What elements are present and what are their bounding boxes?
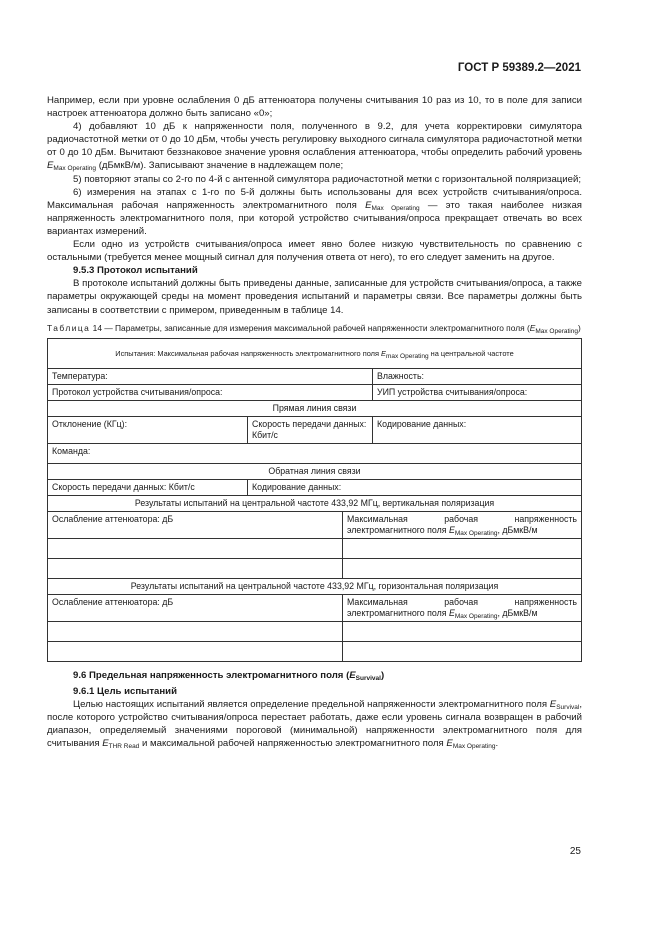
temperature-cell: Температура: [48,368,373,384]
empty-cell [343,621,582,641]
table-caption: Таблица 14 — Параметры, записанные для измерения максимальной рабочей напряженности электромагнитного поля $(E_{Max Operating})$ [47,322,581,335]
return-link-heading: Обратная линия связи [48,463,582,479]
section-heading: 9.6.1 Цель испытаний [73,685,177,697]
empty-cell [48,641,343,661]
forward-link-heading: Прямая линия связи [48,400,582,416]
return-data-coding-cell: Кодирование данных: [248,479,582,495]
section-heading: 9.5.3 Протокол испытаний [73,265,198,277]
paragraph: В протоколе испытаний должны быть приведены данные, записанные для устройств считывания/опроса, а также параметры окружающей среды на момент проведения испытаний и параметры связи. Все параметры должны быть записаны в соответствии с примером, приведенным в таблице 14. [47,278,582,316]
paragraph: 4) добавляют 10 дБ к напряженности поля, полученного в 9.2, для учета корректировки симулятора радиочастотной метки от 0 до 10 дБм, чтобы учесть регулировку выходного сигнала симулятора радиочастотной метки от 0 до 10 дБм. Вычитают беззнаковое значение уровня ослабления аттенюатора, чтобы определить рабочий уровень $E_{Max Operating}$ (дБмкВ/м). Записывают значение в надлежащем поле; [47,121,582,173]
forward-data-coding-cell: Кодирование данных: [373,416,582,443]
table-title-cell: Испытания: Максимальная рабочая напряженность электромагнитного поля $E_{max Operating}$ на центральной частоте [48,338,582,368]
parameters-table [47,338,582,662]
reader-protocol-cell: Протокол устройства считывания/опроса: [48,384,373,400]
page-number: 25 [569,846,581,857]
humidity-cell: Влажность: [373,368,582,384]
forward-data-rate-cell: Скорость передачи данных: Кбит/с [248,416,373,443]
deviation-cell: Отклонение (КГц): [48,416,248,443]
empty-cell [343,558,582,578]
empty-cell [48,538,343,558]
command-cell: Команда: [48,443,582,463]
paragraph: Например, если при уровне ослабления 0 дБ аттенюатора получены считывания 10 раз из 10, то в поле для записи настроек аттенюатора должно быть записано «0»; [47,95,582,120]
paragraph: 5) повторяют этапы со 2-го по 4-й с антенной симулятора радиочастотной метки с горизонтальной поляризацией; [73,173,582,185]
empty-cell [48,621,343,641]
attenuation-cell: Ослабление аттенюатора: дБ [48,594,343,621]
horizontal-results-heading: Результаты испытаний на центральной частоте 433,92 МГц, горизонтальная поляризация [48,578,582,594]
paragraph: Если одно из устройств считывания/опроса имеет явно более низкую чувствительность по сравнению с остальными (требуется менее мощный сигнал для получения ответа от него), то его следует заменить на другое. [47,239,582,264]
max-field-cell: Максимальная рабочая напряженность электромагнитного поля $E_{Max Operating}$, дБмкВ/м [343,594,582,621]
max-field-cell: Максимальная рабочая напряженность электромагнитного поля $E_{Max Operating}$, дБмкВ/м [343,511,582,538]
reader-uip-cell: УИП устройства считывания/опроса: [373,384,582,400]
empty-cell [343,538,582,558]
section-heading: 9.6 Предельная напряженность электромагнитного поля $(E_{Survival})$ [73,669,385,682]
empty-cell [48,558,343,578]
attenuation-cell: Ослабление аттенюатора: дБ [48,511,343,538]
document-id: ГОСТ Р 59389.2—2021 [457,62,581,74]
return-data-rate-cell: Скорость передачи данных: Кбит/с [48,479,248,495]
paragraph: 6) измерения на этапах с 1-го по 5-й должны быть использованы для всех устройств считывания/опроса. Максимальная рабочая напряженность электромагнитного поля $E_{Max Operating}$ — это такая наиболее низкая напряженность электромагнитного поля, при которой устройство считывания/опроса прекращает отвечать во всех вариантах измерений. [47,186,582,237]
paragraph: Целью настоящих испытаний является определение предельной напряженности электромагнитного поля $E_{Survival}$, после которого устройство считывания/опроса перестает работать, даже если уровень сигнала возвращен в рабочий диапазон, определяемый значениями пороговой (минимальной) напряженности электромагнитного поля для считывания $E_{THR Read}$ и максимальной рабочей напряженностью электромагнитного поля $E_{Max Operating}$. [47,698,582,751]
empty-cell [343,641,582,661]
vertical-results-heading: Результаты испытаний на центральной частоте 433,92 МГц, вертикальная поляризация [48,495,582,511]
body-text-top [47,94,582,750]
